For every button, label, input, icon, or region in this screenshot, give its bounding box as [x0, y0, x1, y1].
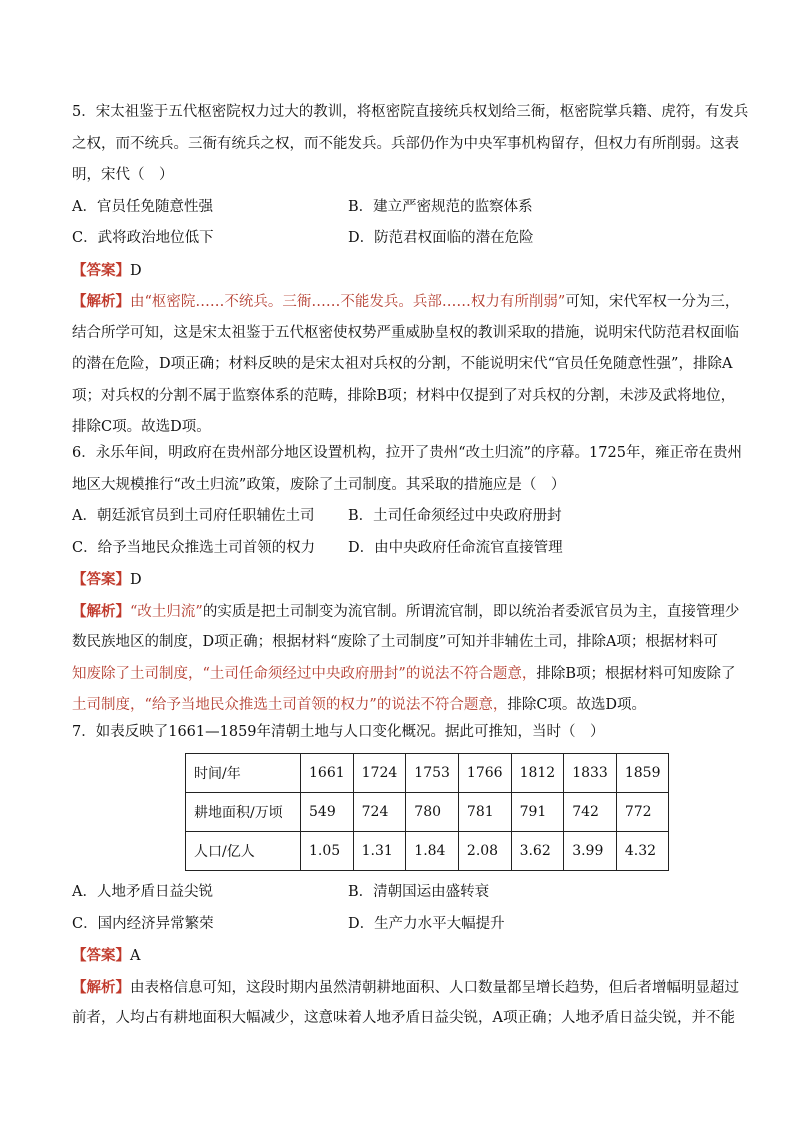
question-5-options-row-1 [72, 192, 724, 224]
question-7-options-row-1 [72, 877, 724, 909]
table-cell: 1766 [458, 754, 511, 793]
question-5-stem-line-2: 之权，而不统兵。三衙有统兵之权，而不能发兵。兵部仍作为中央军事机构留存，但权力有所削弱。这表 [72, 135, 739, 152]
analysis-tag: 【解析】 [72, 293, 130, 310]
question-5-option-b: B．建立严密规范的监察体系 [348, 198, 533, 215]
question-7 [72, 717, 724, 749]
table-row [186, 754, 669, 793]
question-5-analysis-line-1 [72, 286, 740, 318]
analysis-tag: 【解析】 [72, 602, 130, 620]
question-5-analysis-line-2 [72, 318, 739, 350]
table-cell: 781 [458, 793, 511, 832]
question-5-option-a: A．官员任免随意性强 [72, 198, 213, 215]
analysis-text: 排除C项。故选D项。 [72, 419, 211, 435]
question-7-stem: 7．如表反映了1661—1859年清朝土地与人口变化概况。据此可推知，当时（ ） [72, 724, 605, 740]
question-5 [72, 97, 749, 444]
table-cell: 1724 [353, 754, 406, 793]
analysis-text: 的实质是把土司制变为流官制。所谓流官制，即以统治者委派官员为主，直接管理少 [202, 603, 740, 620]
table-cell: 1.05 [301, 832, 354, 871]
table-cell: 772 [616, 793, 669, 832]
question-7-answer [72, 940, 724, 972]
question-5-stem-line-3: 明，宋代（ ） [72, 167, 174, 183]
analysis-tag: 【解析】 [72, 978, 130, 996]
analysis-text: 结合所学可知，这是宋太祖鉴于五代枢密使权势严重威胁皇权的教训采取的措施，说明宋代防范君权面临 [72, 324, 739, 341]
question-6-analysis-line-2 [72, 627, 724, 659]
analysis-text: 的潜在危险，D项正确；材料反映的是宋太祖对兵权的分割，不能说明宋代“官员任免随意性强”，排除A [72, 356, 733, 372]
table-cell: 549 [301, 793, 354, 832]
question-7-option-d: D．生产力水平大幅提升 [348, 915, 505, 932]
table-row-label: 时间/年 [186, 754, 301, 793]
table-cell: 780 [406, 793, 459, 832]
analysis-text: 可知，宋代军权一分为三， [565, 294, 740, 310]
table-cell: 724 [353, 793, 406, 832]
table-cell: 1812 [511, 754, 564, 793]
analysis-text: 项；对兵权的分割不属于监察体系的范畴，排除B项；材料中仅提到了对兵权的分割，未涉及武将地位， [72, 387, 736, 404]
question-5-options-row-2 [72, 223, 724, 255]
question-6-stem-line-1: 6．永乐年间，明政府在贵州部分地区设置机构，拉开了贵州“改土归流”的序幕。1725年，雍正帝在贵州 [72, 445, 742, 461]
question-6-options-row-2 [72, 533, 724, 565]
land-population-table [185, 753, 669, 871]
analysis-text: 排除B项；根据材料可知废除了 [536, 665, 736, 682]
table-row [186, 832, 669, 871]
table-cell: 742 [564, 793, 617, 832]
analysis-text: 由表格信息可知，这段时期内虽然清朝耕地面积、人口数量都呈增长趋势，但后者增幅明显超过 [130, 979, 739, 996]
question-6-analysis-line-1 [72, 596, 740, 628]
analysis-quote: 由“枢密院……不统兵。三衙……不能发兵。兵部……权力有所削弱” [130, 294, 566, 310]
analysis-text: 排除C项。故选D项。 [507, 697, 647, 713]
table-cell: 791 [511, 793, 564, 832]
analysis-text: 数民族地区的制度，D项正确；根据材料“废除了土司制度”可知并非辅佐土司，排除A项；根据材料可 [72, 634, 718, 650]
question-5-stem-line-1: 5．宋太祖鉴于五代枢密院权力过大的教训，将枢密院直接统兵权划给三衙，枢密院掌兵籍、虎符，有发兵 [72, 104, 749, 120]
answer-value: D [130, 572, 142, 588]
question-6-options-row-1 [72, 501, 724, 533]
table-cell: 1.84 [406, 832, 459, 871]
analysis-quote: “改土归流” [130, 603, 203, 620]
question-6-option-d: D．由中央政府任命流官直接管理 [348, 539, 563, 556]
table-cell: 3.99 [564, 832, 617, 871]
question-7-option-c: C．国内经济异常繁荣 [72, 915, 214, 932]
question-6-option-c: C．给予当地民众推选土司首领的权力 [72, 539, 316, 556]
table-row [186, 793, 669, 832]
question-6 [72, 438, 742, 722]
answer-tag: 【答案】 [72, 571, 130, 588]
analysis-quote: 知废除了土司制度，“土司任命须经过中央政府册封”的说法不符合题意， [72, 665, 537, 682]
question-5-analysis-line-4 [72, 381, 736, 413]
answer-value: D [130, 262, 142, 279]
question-5-answer [72, 255, 724, 287]
question-7-options-row-2 [72, 909, 724, 941]
table-cell: 3.62 [511, 832, 564, 871]
question-7-option-a: A．人地矛盾日益尖锐 [72, 884, 213, 900]
question-6-option-b: B．土司任命须经过中央政府册封 [348, 508, 562, 524]
table-row-label: 耕地面积/万顷 [186, 793, 301, 832]
question-5-analysis-line-3 [72, 349, 733, 381]
analysis-quote: 土司制度，“给予当地民众推选土司首领的权力”的说法不符合题意， [72, 697, 508, 713]
question-6-stem-line-2: 地区大规模推行“改土归流”政策，废除了土司制度。其采取的措施应是（ ） [72, 476, 566, 493]
table-cell: 1859 [616, 754, 669, 793]
table-cell: 1661 [301, 754, 354, 793]
table-cell: 1833 [564, 754, 617, 793]
question-7-option-b: B．清朝国运由盛转衰 [348, 884, 490, 900]
table-row-label: 人口/亿人 [186, 832, 301, 871]
question-6-analysis-line-3 [72, 659, 736, 691]
question-7-analysis-line-1 [72, 972, 739, 1004]
question-6-option-a: A．朝廷派官员到土司府任职辅佐土司 [72, 508, 315, 524]
question-7-rest [72, 877, 739, 1035]
table-cell: 2.08 [458, 832, 511, 871]
table-cell: 4.32 [616, 832, 669, 871]
question-5-option-c: C．武将政治地位低下 [72, 230, 214, 246]
answer-value: A [130, 948, 141, 964]
question-7-analysis-line-2: 前者，人均占有耕地面积大幅减少，这意味着人地矛盾日益尖锐，A项正确；人地矛盾日益尖锐，并不能 [72, 1010, 735, 1026]
question-5-option-d: D．防范君权面临的潜在危险 [348, 230, 534, 246]
table-cell: 1753 [406, 754, 459, 793]
table-cell: 1.31 [353, 832, 406, 871]
answer-tag: 【答案】 [72, 261, 130, 279]
answer-tag: 【答案】 [72, 947, 130, 964]
question-6-answer [72, 564, 724, 596]
